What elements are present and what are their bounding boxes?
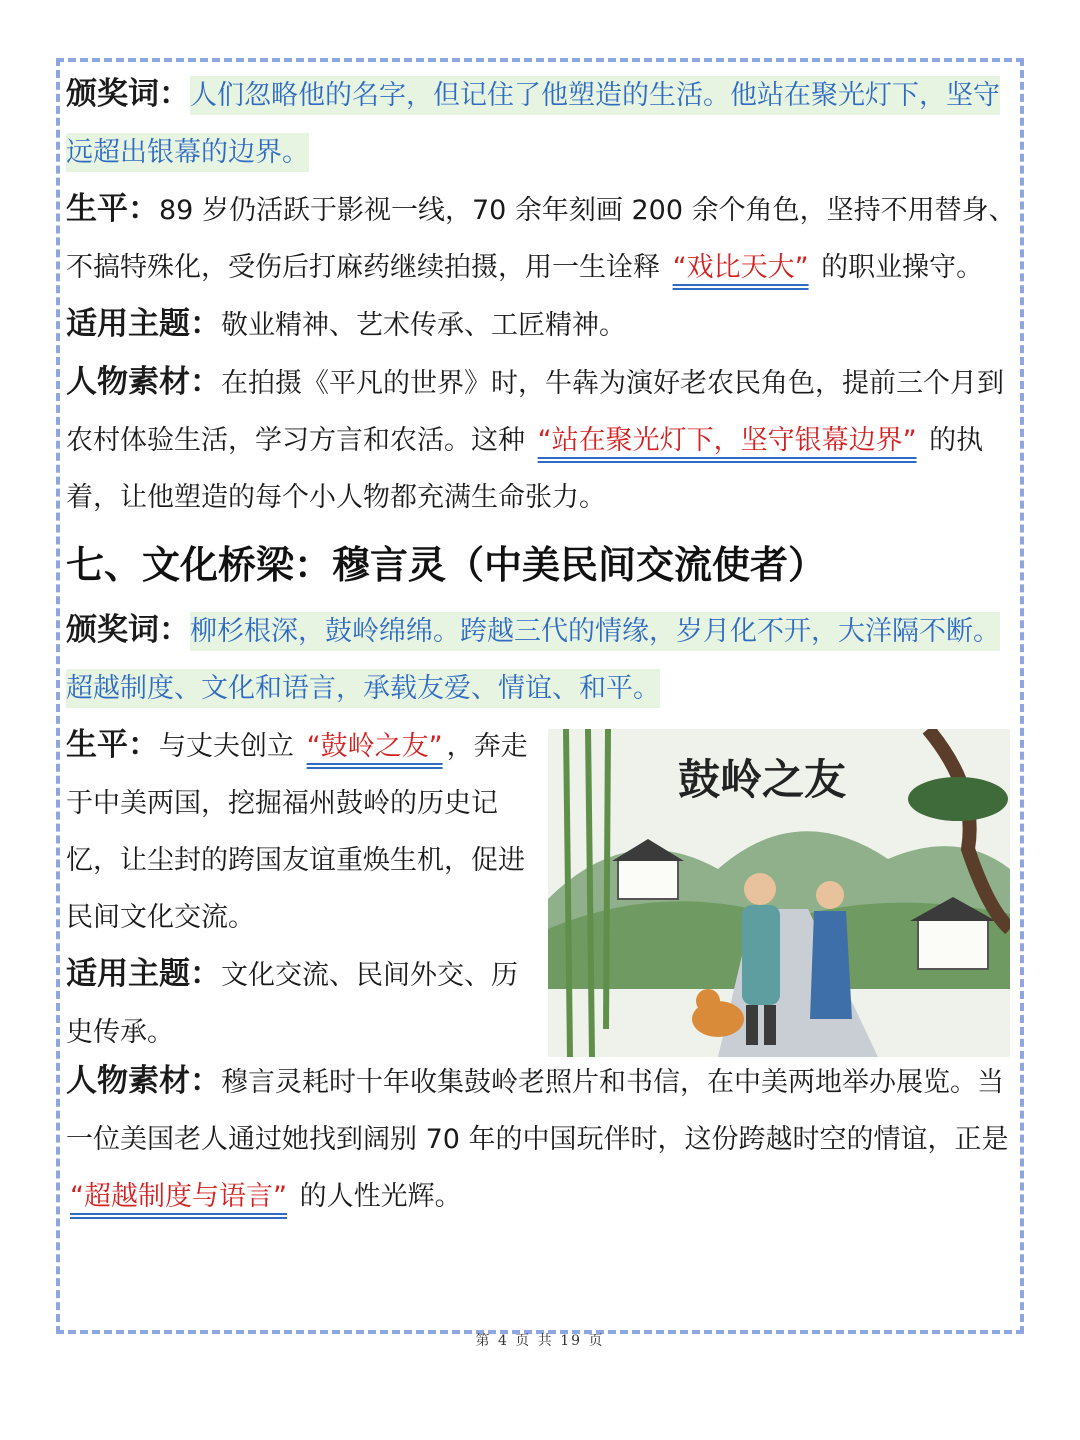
section7-life	[66, 717, 536, 946]
pine-foliage	[908, 777, 1008, 821]
life-text-end: ，奔走于中美两国，挖掘福州鼓岭的历史记忆，让尘封的跨国友谊重焕生机，促进民间文化交流。	[66, 731, 528, 933]
life-text: 89 岁仍活跃于影视一线，70 余年刻画 200 余个角色，坚持不用替身、不搞特殊化，受伤后打麻药继续拍摄，用一生诠释	[66, 195, 1016, 283]
illustration-caption: 鼓岭之友	[678, 755, 847, 804]
material-text-end: 的人性光辉。	[299, 1181, 462, 1212]
material-quote: “站在聚光灯下，坚守银幕边界”	[537, 425, 917, 456]
award-label: 颁奖词：	[66, 76, 190, 112]
material-quote: “超越制度与语言”	[70, 1181, 287, 1212]
house-shape	[618, 859, 678, 899]
life-text-end: 的职业操守。	[821, 252, 984, 283]
theme-text: 文化交流、民间外交、历史传承。	[66, 960, 518, 1048]
section7-theme	[66, 946, 536, 1061]
material-text: 在拍摄《平凡的世界》时，牛犇为演好老农民角色，提前三个月到农村体验生活，学习方言和农活。这种	[66, 368, 1004, 456]
house-shape-right	[918, 919, 988, 969]
section7-left-column	[66, 717, 536, 1061]
life-text: 与丈夫创立	[159, 731, 294, 762]
life-label: 生平：	[66, 727, 159, 763]
guling-illustration	[548, 729, 1010, 1057]
life-quote: “戏比天大”	[672, 252, 809, 283]
theme-label: 适用主题：	[66, 306, 221, 342]
award-text: 柳杉根深，鼓岭绵绵。跨越三代的情缘，岁月化不开，大洋隔不断。超越制度、文化和语言，承载友爱、情谊、和平。	[66, 612, 1000, 708]
award-label: 颁奖词：	[66, 612, 190, 648]
material-text-end: 的执着，让他塑造的每个小人物都充满生命张力。	[66, 425, 984, 513]
section6-theme	[66, 296, 1016, 354]
life-quote: “鼓岭之友”	[306, 731, 443, 762]
material-label: 人物素材：	[66, 1063, 221, 1099]
material-text: 穆言灵耗时十年收集鼓岭老照片和书信，在中美两地举办展览。当一位美国老人通过她找到阔别 70 年的中国玩伴时，这份跨越时空的情谊，正是	[66, 1067, 1009, 1155]
material-label: 人物素材：	[66, 364, 221, 400]
section7-material	[66, 1053, 1016, 1225]
theme-text: 敬业精神、艺术传承、工匠精神。	[221, 310, 626, 341]
section7-award	[66, 602, 1016, 717]
section6-material	[66, 354, 1016, 526]
section6-award	[66, 66, 1016, 181]
section7-split	[66, 717, 1016, 1053]
section7-heading: 七、文化桥梁：穆言灵（中美民间交流使者）	[66, 543, 827, 587]
section6-life	[66, 181, 1016, 296]
page-content	[66, 66, 1016, 1225]
life-label: 生平：	[66, 191, 159, 227]
theme-label: 适用主题：	[66, 956, 221, 992]
award-text: 人们忽略他的名字，但记住了他塑造的生活。他站在聚光灯下，坚守远超出银幕的边界。	[66, 76, 1000, 172]
illustration-svg	[548, 729, 1010, 1057]
page-footer: 第 4 页 共 19 页	[475, 1333, 605, 1349]
